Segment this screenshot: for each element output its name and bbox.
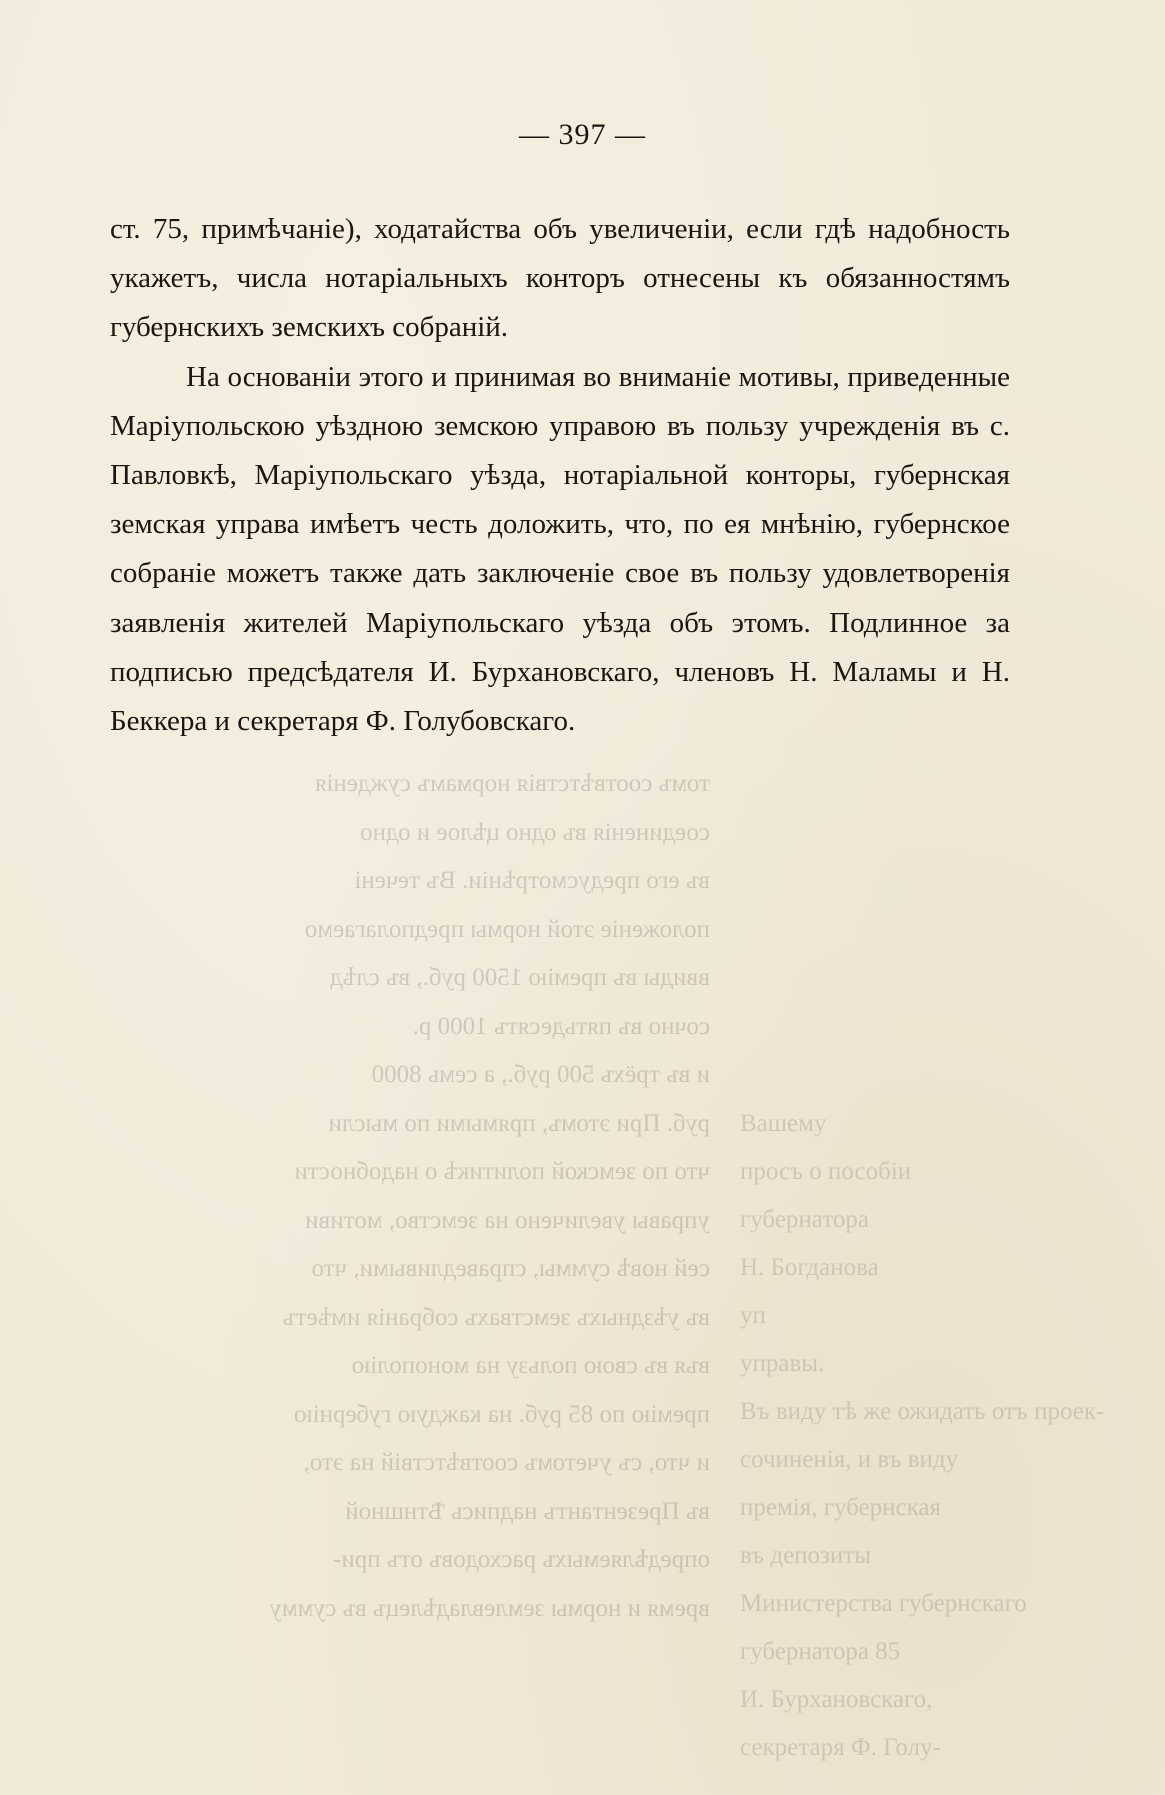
bleed-line: премію по 85 руб. на каждую губернію [293, 1400, 710, 1428]
bleed-line: губернатора [740, 1206, 869, 1233]
bleed-line: руб. При этомъ, прямыми по мысли [328, 1109, 710, 1137]
bleed-line: управы увеличено на земство, мотиви [305, 1206, 710, 1234]
bleed-through-text-right [740, 1100, 1105, 1772]
page-number: — 397 — [519, 118, 646, 151]
bleed-line: секретаря Ф. Голу- [740, 1734, 941, 1761]
bleed-line: и что, съ учетомъ соотвѣтствій на это, [303, 1449, 710, 1476]
bleed-line: въ уѣздныхъ земствахъ собранія имѣетъ [282, 1303, 710, 1331]
bleed-line: въ Презентантъ надпись Ѣтншной [345, 1497, 710, 1525]
bleed-line: ввиды въ премію 1500 руб., въ слѣд [329, 964, 710, 991]
bleed-line: Вашему [740, 1110, 827, 1137]
bleed-line: Министерства губернскаго [740, 1590, 1027, 1617]
bleed-line: сей новѣ суммы, справедливыми, что [311, 1255, 710, 1282]
bleed-line: опредѣляемыхъ расходовъ отъ при- [333, 1546, 710, 1573]
bleed-line: управы. [740, 1350, 825, 1377]
bleed-line: уп [740, 1302, 766, 1329]
bleed-line: что по земской политикѣ о надобности [294, 1158, 710, 1185]
bleed-line: въ депозиты [740, 1542, 872, 1569]
bleed-line: въя въ свою пользу на монополію [351, 1352, 710, 1379]
bleed-line: и въ трёхъ 500 руб., а семь 8000 [371, 1061, 710, 1088]
bleed-through-text-left [110, 760, 710, 1633]
bleed-line: И. Бурхановскаго, [740, 1686, 933, 1713]
bleed-line: премія, губернская [740, 1494, 941, 1521]
bleed-line: томъ соотвѣтствія нормамъ сужденія [314, 770, 710, 797]
bleed-line: Н. Богданова [740, 1254, 879, 1281]
bleed-line: Въ виду тѣ же ожидать отъ проек- [740, 1398, 1105, 1425]
bleed-line: время и нормы землевладѣлецъ въ сумму [269, 1594, 710, 1622]
bleed-line: сочно въ пятьдесятъ 1000 р. [412, 1012, 710, 1040]
bleed-line: просъ о пособіи [740, 1158, 912, 1185]
bleed-line: губернатора 85 [740, 1638, 901, 1665]
body-text [110, 205, 1010, 746]
bleed-line: соединенія въ одно цѣлое и одно [360, 818, 710, 846]
paragraph-2: На основаніи этого и принимая во вниманіе мотивы, приведенные Маріупольскою уѣздною земскою управою въ пользу учрежденія въ с. Павловкѣ, Маріупольскаго уѣзда, нотаріальной конторы, губернская земская управа имѣетъ честь доложить, что, по ея мнѣнію, губернское собраніе можетъ также дать заключеніе свое въ пользу удовлетворенія заявленія жителей Маріупольскаго уѣзда объ этомъ. Подлинное за подписью предсѣдателя И. Бурхановскаго, членовъ Н. Маламы и Н. Беккера и секретаря Ф. Голубовскаго. [110, 360, 1010, 738]
bleed-line: положеніе этой нормы предполагаемо [304, 915, 710, 943]
bleed-line: сочиненія, и въ виду [740, 1446, 959, 1473]
paragraph-1: ст. 75, примѣчаніе), ходатайства объ увеличеніи, если гдѣ надобность укажетъ, числа нотаріальныхъ конторъ отнесены къ обязанностямъ губернскихъ земскихъ собраній. [110, 213, 1010, 344]
bleed-line: въ его предусмотрѣніи. Въ течені [354, 867, 710, 894]
